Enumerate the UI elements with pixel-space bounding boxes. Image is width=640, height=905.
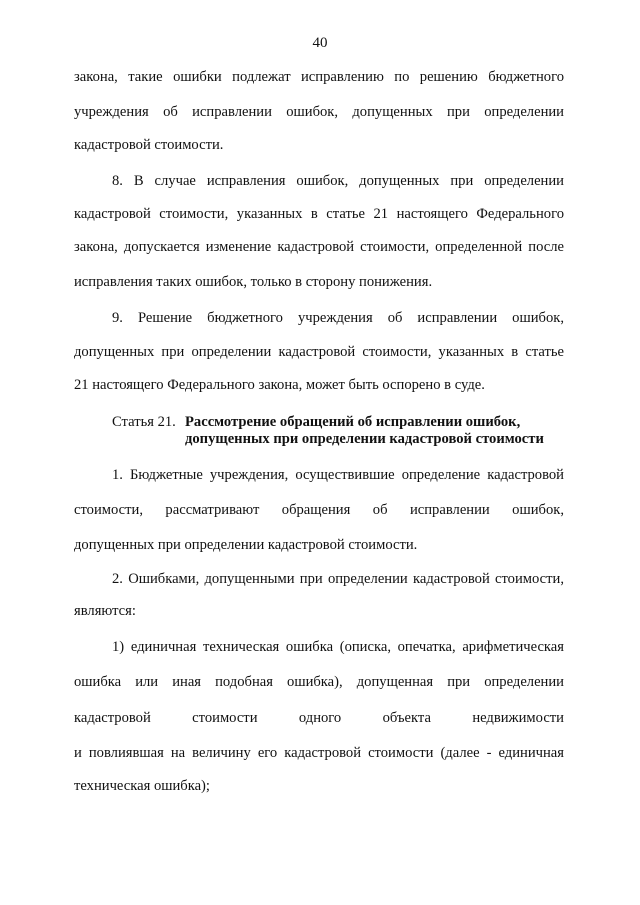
article-title: [185, 413, 520, 431]
text-line: исправления таких ошибок, только в сторону понижения.: [74, 274, 433, 290]
article-title: [185, 430, 544, 448]
text-line: учреждения об исправлении ошибок, допущенных при определении: [74, 104, 564, 120]
text-line: 8. В случае исправления ошибок, допущенных при определении: [112, 173, 564, 189]
text-line: закона, допускается изменение кадастровой стоимости, определенной после: [74, 239, 564, 255]
article-label: Статья 21.: [112, 414, 176, 430]
text-line: 1) единичная техническая ошибка (описка, опечатка, арифметическая: [112, 639, 564, 655]
text-line: являются:: [74, 603, 136, 619]
text-line: кадастровой стоимости одного объекта недвижимости: [74, 710, 564, 726]
page-number: 40: [312, 35, 328, 51]
text-line: ошибка или иная подобная ошибка), допущенная при определении: [74, 674, 564, 690]
text-line: техническая ошибка);: [74, 778, 210, 794]
text-line: закона, такие ошибки подлежат исправлению по решению бюджетного: [74, 69, 564, 85]
text-line: кадастровой стоимости, указанных в статье 21 настоящего Федерального: [74, 206, 564, 222]
text-line: и повлиявшая на величину его кадастровой стоимости (далее - единичная: [74, 745, 564, 761]
text-line: стоимости, рассматривают обращения об исправлении ошибок,: [74, 502, 564, 518]
text-line: кадастровой стоимости.: [74, 137, 224, 153]
article-title-line1: Рассмотрение обращений об исправлении ошибок,: [185, 414, 521, 430]
text-line: 1. Бюджетные учреждения, осуществившие определение кадастровой: [112, 467, 564, 483]
text-line: 21 настоящего Федерального закона, может быть оспорено в суде.: [74, 377, 485, 393]
text-line: 2. Ошибками, допущенными при определении кадастровой стоимости,: [112, 571, 564, 587]
article-title-line2: допущенных при определении кадастровой стоимости: [185, 431, 544, 447]
text-line: допущенных при определении кадастровой стоимости.: [74, 537, 418, 553]
text-line: 9. Решение бюджетного учреждения об исправлении ошибок,: [112, 310, 564, 326]
text-line: допущенных при определении кадастровой стоимости, указанных в статье: [74, 344, 564, 360]
